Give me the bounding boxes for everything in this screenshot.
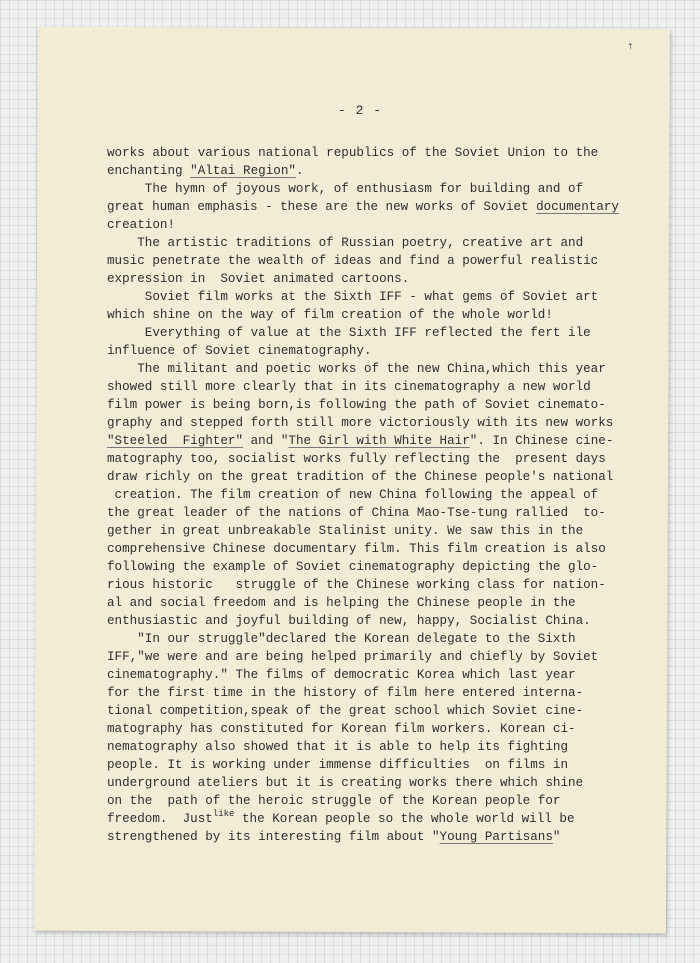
text-segment: strengthened by its interesting film about "	[107, 830, 440, 844]
text-line	[107, 254, 598, 268]
text-segment: showed still more clearly that in its cinematography a new world	[107, 380, 591, 394]
text-line	[107, 578, 606, 592]
inserted-word: like	[212, 809, 235, 819]
text-line	[107, 830, 560, 844]
text-segment: people. It is working under immense difficulties on films in	[107, 758, 569, 772]
text-segment: graphy and stepped forth still more victoriously with its new works	[107, 416, 614, 430]
text-line	[107, 776, 583, 790]
text-segment: The hymn of joyous work, of enthusiasm for building and of	[107, 182, 584, 196]
text-line	[107, 164, 304, 178]
text-segment: "In our struggle"declared the Korean delegate to the Sixth	[107, 632, 576, 646]
underlined-title: "Altai Region"	[190, 164, 296, 178]
text-segment: comprehensive Chinese documentary film. This film creation is also	[107, 542, 606, 556]
text-segment: IFF,"we were and are being helped primarily and chiefly by Soviet	[107, 650, 599, 664]
text-segment: influence of Soviet cinematography.	[107, 344, 372, 358]
text-segment: which shine on the way of film creation of the whole world!	[107, 308, 553, 322]
text-segment: creation. The film creation of new China following the appeal of	[107, 488, 599, 502]
text-line	[107, 668, 576, 682]
text-segment: draw richly on the great tradition of the Chinese people's national	[107, 470, 614, 484]
text-line	[107, 308, 553, 322]
text-line	[107, 380, 591, 394]
text-segment: cinematography." The films of democratic Korea which last year	[107, 668, 576, 682]
text-segment: .	[295, 164, 304, 178]
text-segment: great human emphasis - these are the new works of Soviet	[107, 200, 537, 214]
text-segment: matography has constituted for Korean film workers. Korean ci-	[107, 722, 576, 736]
text-segment: rious historic struggle of the Chinese working class for nation-	[107, 578, 606, 592]
text-line	[107, 740, 568, 754]
text-line	[107, 524, 583, 538]
text-segment: matography too, socialist works fully reflecting the present days	[107, 452, 606, 466]
text-segment: the great leader of the nations of China Mao-Tse-tung rallied to-	[107, 506, 606, 520]
page-number: - 2 -	[338, 103, 383, 118]
text-segment: Soviet film works at the Sixth IFF - what gems of Soviet art	[107, 290, 599, 304]
text-segment: al and social freedom and is helping the Chinese people in the	[107, 596, 576, 610]
text-segment: creation!	[107, 218, 176, 232]
text-segment: film power is being born,is following the path of Soviet cinemato-	[107, 398, 606, 412]
text-line	[107, 758, 568, 772]
text-segment: Everything of value at the Sixth IFF reflected the fert ile	[107, 326, 591, 340]
text-line	[107, 596, 576, 610]
text-line	[107, 290, 598, 304]
underlined-title: "Steeled Fighter"	[107, 434, 244, 448]
underlined-title: documentary	[536, 200, 619, 214]
text-line	[107, 704, 583, 718]
text-line	[107, 809, 575, 826]
text-segment: The artistic traditions of Russian poetry, creative art and	[107, 236, 584, 250]
text-segment: enchanting	[107, 164, 191, 178]
text-line	[107, 200, 619, 214]
underlined-title: The Girl with White Hair	[288, 434, 470, 448]
text-line	[107, 722, 576, 736]
text-segment: gether in great unbreakable Stalinist unity. We saw this in the	[107, 524, 584, 538]
text-line	[107, 614, 591, 628]
text-line	[107, 794, 560, 808]
text-line	[107, 632, 576, 646]
text-line	[107, 416, 613, 430]
text-line	[107, 236, 583, 250]
text-segment: ". In Chinese cine-	[469, 434, 614, 448]
text-line	[107, 542, 606, 556]
text-line	[107, 434, 613, 448]
text-line	[107, 650, 598, 664]
text-segment: the Korean people so the whole world will be	[234, 812, 575, 826]
text-segment: on the path of the heroic struggle of the Korean people for	[107, 794, 561, 808]
text-line	[107, 272, 409, 286]
text-segment: underground ateliers but it is creating works there which shine	[107, 776, 584, 790]
text-line	[107, 488, 598, 502]
text-line	[107, 182, 583, 196]
text-segment: nematography also showed that it is able to help its fighting	[107, 740, 569, 754]
text-line	[107, 398, 606, 412]
text-segment: The militant and poetic works of the new China,which this year	[107, 362, 606, 376]
text-segment: tional competition,speak of the great school which Soviet cine-	[107, 704, 584, 718]
text-line	[107, 362, 606, 376]
text-segment: following the example of Soviet cinematography depicting the glo-	[107, 560, 599, 574]
text-segment: music penetrate the wealth of ideas and find a powerful realistic	[107, 254, 599, 268]
text-segment: "	[552, 830, 561, 844]
text-line	[107, 326, 591, 340]
text-line	[107, 686, 583, 700]
text-line	[107, 146, 598, 160]
text-line	[107, 506, 606, 520]
text-segment: for the first time in the history of film here entered interna-	[107, 686, 584, 700]
text-segment: works about various national republics of the Soviet Union to the	[107, 146, 599, 160]
corner-mark: ↑	[627, 42, 634, 51]
text-segment: expression in Soviet animated cartoons.	[107, 272, 410, 286]
text-segment: enthusiastic and joyful building of new, happy, Socialist China.	[107, 614, 591, 628]
text-segment: and "	[243, 434, 289, 448]
underlined-title: Young Partisans	[439, 830, 553, 844]
text-line	[107, 560, 598, 574]
text-line	[107, 218, 175, 232]
text-line	[107, 452, 606, 466]
text-line	[107, 470, 613, 484]
text-segment: freedom. Just	[107, 812, 213, 826]
text-line	[107, 344, 372, 358]
